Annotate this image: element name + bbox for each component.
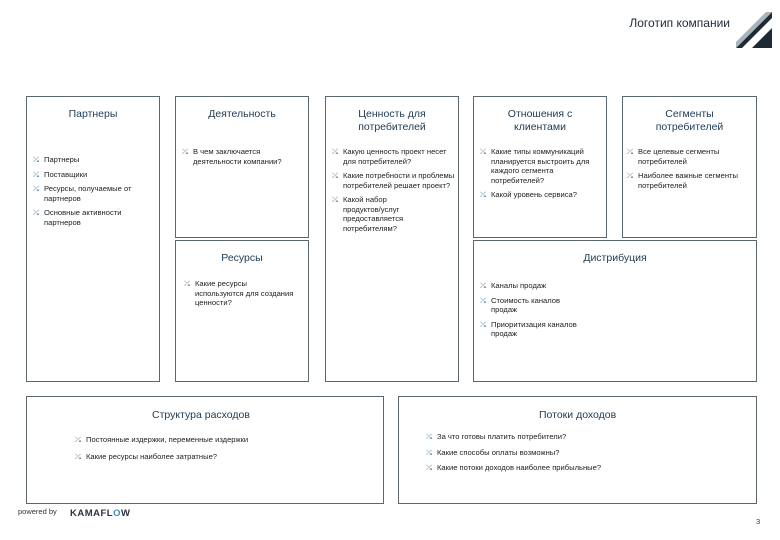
list-item: ⤯ Какие потребности и проблемы потребителей решает проект?: [332, 171, 455, 190]
cost-structure-block: [26, 396, 384, 504]
list-item: ⤯ Наиболее важные сегменты потребителей: [627, 171, 738, 190]
page-number: 3: [756, 517, 761, 526]
resources-block: [175, 240, 309, 382]
list-item: ⤯ Какой набор продуктов/услуг предоставляется потребителям?: [332, 195, 404, 233]
relations-title: Отношения с клиентами: [507, 108, 573, 133]
check-arrow-icon: ⤯: [426, 447, 432, 457]
check-arrow-icon: ⤯: [627, 147, 633, 156]
resources-title: Ресурсы: [221, 252, 263, 264]
check-arrow-icon: ⤯: [75, 435, 81, 444]
revenue-title: Потоки доходов: [539, 409, 617, 421]
company-logo-text: Логотип компании: [629, 16, 730, 30]
check-arrow-icon: ⤯: [332, 147, 338, 156]
check-arrow-icon: ⤯: [480, 147, 486, 156]
check-arrow-icon: ⤯: [332, 171, 338, 180]
customer-segments-block: [622, 96, 757, 238]
powered-by-label: powered by: [18, 507, 57, 516]
value-proposition-block: [325, 96, 459, 382]
brand-o-mark: O: [113, 508, 121, 519]
segments-title: Сегменты потребителей: [655, 108, 724, 133]
customer-relations-block: [473, 96, 607, 238]
brand-logo: KAMAFLOW: [70, 508, 131, 519]
check-arrow-icon: ⤯: [182, 147, 188, 156]
list-item: ⤯ Какие типы коммуникаций планируется выстроить для каждого сегмента потребителей?: [480, 147, 590, 185]
list-item: ⤯ Приоритизация каналов продаж: [480, 319, 577, 338]
partners-block: [26, 96, 160, 382]
check-arrow-icon: ⤯: [480, 319, 486, 329]
check-arrow-icon: ⤯: [75, 451, 81, 461]
list-item: ⤯ За что готовы платить потребители?: [426, 432, 567, 441]
check-arrow-icon: ⤯: [33, 208, 39, 217]
check-arrow-icon: ⤯: [426, 432, 432, 441]
list-item: ⤯ Стоимость каналов продаж: [480, 295, 561, 314]
list-item: ⤯ Постоянные издержки, переменные издержки: [75, 435, 249, 444]
activities-block: [175, 96, 309, 238]
list-item: ⤯ Какую ценность проект несет для потребителей?: [332, 147, 447, 166]
check-arrow-icon: ⤯: [480, 281, 486, 290]
check-arrow-icon: ⤯: [33, 184, 39, 193]
costs-title: Структура расходов: [152, 409, 250, 421]
list-item: ⤯ Какие потоки доходов наиболее прибыльные?: [426, 463, 602, 472]
list-item: ⤯ Партнеры: [33, 155, 80, 164]
revenue-streams-block: [398, 396, 757, 504]
list-item: ⤯ Какой уровень сервиса?: [480, 190, 577, 199]
list-item: ⤯ В чем заключается деятельности компании?: [182, 147, 282, 166]
value-title: Ценность для потребителей: [358, 108, 426, 133]
list-item: ⤯ Все целевые сегменты потребителей: [627, 147, 720, 166]
distribution-title: Дистрибуция: [583, 252, 647, 264]
activities-title: Деятельность: [208, 108, 276, 120]
list-item: ⤯ Какие ресурсы наиболее затратные?: [75, 451, 218, 461]
distribution-block: [473, 240, 757, 382]
check-arrow-icon: ⤯: [627, 171, 633, 180]
list-item: ⤯ Каналы продаж: [480, 281, 547, 290]
check-arrow-icon: ⤯: [426, 463, 432, 472]
check-arrow-icon: ⤯: [33, 155, 39, 164]
check-arrow-icon: ⤯: [184, 279, 190, 288]
check-arrow-icon: ⤯: [480, 190, 486, 199]
check-arrow-icon: ⤯: [332, 195, 338, 204]
list-item: ⤯ Какие способы оплаты возможны?: [426, 447, 560, 457]
check-arrow-icon: ⤯: [33, 169, 39, 179]
check-arrow-icon: ⤯: [480, 295, 486, 305]
list-item: ⤯ Какие ресурсы используются для создания ценности?: [184, 279, 294, 307]
logo-mark-icon: [736, 12, 772, 48]
list-item: ⤯ Основные активности партнеров: [33, 208, 122, 227]
list-item: ⤯ Поставщики: [33, 169, 88, 179]
partners-title: Партнеры: [68, 108, 118, 120]
list-item: ⤯ Ресурсы, получаемые от партнеров: [33, 184, 132, 203]
